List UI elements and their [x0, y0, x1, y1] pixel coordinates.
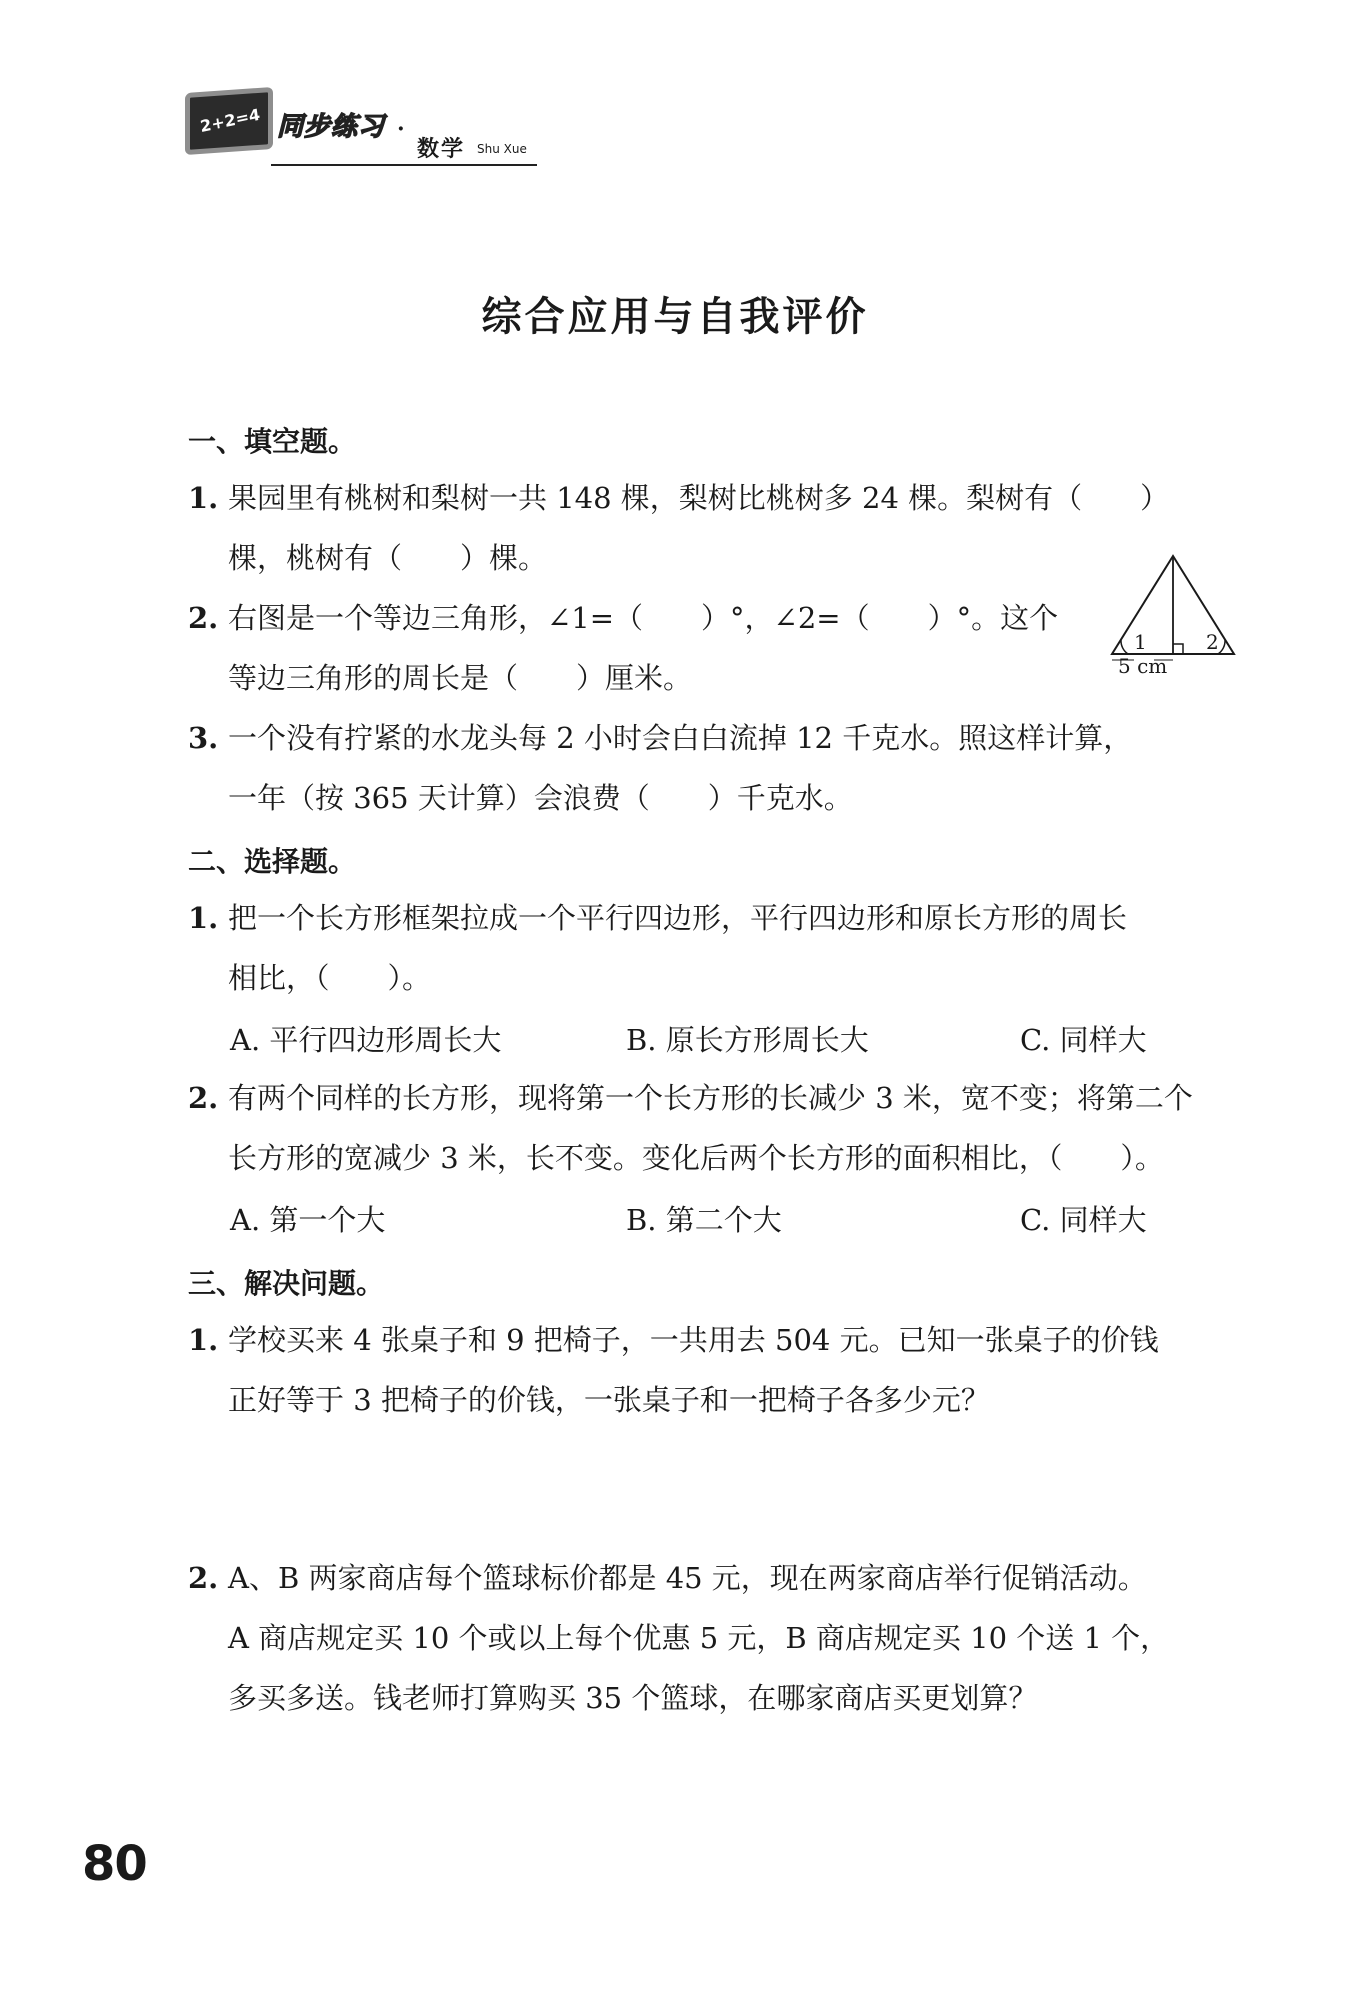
subject-pinyin: Shu Xue	[477, 142, 527, 156]
fill-question-2	[188, 588, 1088, 708]
choice-1-options	[230, 1018, 1230, 1068]
option-c: C. 同样大	[1020, 1203, 1147, 1237]
blackboard-icon	[185, 87, 273, 155]
header-dot: ·	[397, 116, 405, 142]
series-title: 同步练习	[277, 112, 386, 142]
question-line: 正好等于 3 把椅子的价钱，一张桌子和一把椅子各多少元？	[228, 1383, 990, 1417]
question-line: 棵，桃树有（ ）棵。	[228, 541, 548, 575]
solve-question-1	[188, 1310, 1238, 1430]
question-number: 2.	[188, 1561, 219, 1595]
question-line: A 商店规定买 10 个或以上每个优惠 5 元，B 商店规定买 10 个送 1 个，	[228, 1621, 1170, 1655]
question-number: 1.	[188, 901, 219, 935]
question-line: 长方形的宽减少 3 米，长不变。变化后两个长方形的面积相比，（ ）。	[228, 1141, 1164, 1175]
question-line: 右图是一个等边三角形，∠1=（ ）°，∠2=（ ）°。这个	[228, 601, 1059, 635]
option-c: C. 同样大	[1020, 1023, 1147, 1057]
question-number: 1.	[188, 481, 219, 515]
option-b: B. 原长方形周长大	[626, 1023, 869, 1057]
question-line: 把一个长方形框架拉成一个平行四边形，平行四边形和原长方形的周长	[228, 901, 1128, 935]
question-line: 学校买来 4 张桌子和 9 把椅子，一共用去 504 元。已知一张桌子的价钱	[228, 1323, 1159, 1357]
option-a: A. 平行四边形周长大	[230, 1023, 502, 1057]
choice-2-options	[230, 1198, 1230, 1248]
section-heading-solve: 三、解决问题。	[188, 1267, 385, 1300]
question-line: 果园里有桃树和梨树一共 148 棵，梨树比桃树多 24 棵。梨树有（ ）	[228, 481, 1170, 515]
question-line: 一年（按 365 天计算）会浪费（ ）千克水。	[228, 781, 853, 815]
question-number: 2.	[188, 1081, 219, 1115]
section-heading-fill: 一、填空题。	[188, 425, 357, 458]
question-line: A、B 两家商店每个篮球标价都是 45 元，现在两家商店举行促销活动。	[228, 1561, 1147, 1595]
book-header	[185, 88, 545, 166]
subject-label: 数学	[417, 137, 466, 162]
question-line: 一个没有拧紧的水龙头每 2 小时会白白流掉 12 千克水。照这样计算，	[228, 721, 1133, 755]
page-number: 80	[82, 1836, 147, 1892]
angle-2-label: 2	[1206, 630, 1219, 654]
side-length-label: 5 cm	[1118, 654, 1168, 678]
angle-1-label: 1	[1134, 630, 1147, 654]
question-number: 3.	[188, 721, 219, 755]
choice-question-2	[188, 1068, 1238, 1188]
choice-question-1	[188, 888, 1238, 1008]
question-line: 有两个同样的长方形，现将第一个长方形的长减少 3 米，宽不变；将第二个	[228, 1081, 1193, 1115]
question-line: 多买多送。钱老师打算购买 35 个篮球，在哪家商店买更划算？	[228, 1681, 1038, 1715]
question-line: 等边三角形的周长是（ ）厘米。	[228, 661, 693, 695]
header-rule	[271, 164, 537, 166]
page-title: 综合应用与自我评价	[481, 293, 869, 340]
solve-question-2	[188, 1548, 1238, 1728]
section-heading-choice: 二、选择题。	[188, 845, 357, 878]
fill-question-3	[188, 708, 1238, 828]
option-b: B. 第二个大	[626, 1203, 782, 1237]
board-equation: 2+2=4	[198, 104, 262, 137]
option-a: A. 第一个大	[230, 1203, 386, 1237]
question-number: 1.	[188, 1323, 219, 1357]
question-line: 相比，（ ）。	[228, 961, 432, 995]
equilateral-triangle-figure	[1108, 550, 1238, 678]
fill-question-1	[188, 468, 1238, 588]
question-number: 2.	[188, 601, 219, 635]
